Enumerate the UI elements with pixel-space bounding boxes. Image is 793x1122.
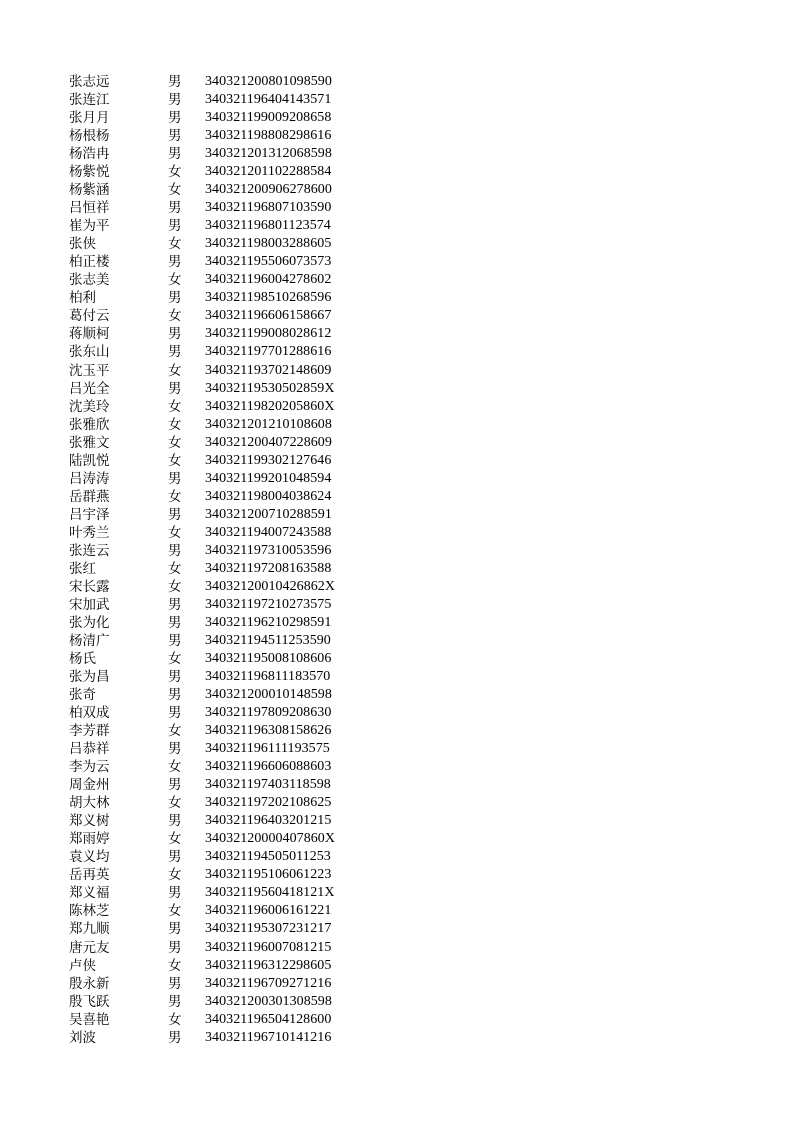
id-number-cell: 340321196606088603 [205, 759, 332, 775]
name-cell: 柏双成 [69, 705, 110, 722]
id-number-cell: 340321200710288591 [205, 506, 332, 522]
name-cell: 殷永新 [69, 975, 110, 992]
name-cell: 胡大林 [69, 795, 110, 812]
id-number-cell: 340321197310053596 [205, 542, 332, 558]
gender-cell: 男 [168, 777, 182, 794]
name-cell: 张志美 [69, 272, 110, 289]
id-number-cell: 34032119530502859X [205, 380, 335, 396]
name-cell: 张连江 [69, 92, 110, 109]
id-number-cell: 34032120000407860X [205, 831, 336, 847]
id-number-cell: 340321195506073573 [205, 254, 332, 270]
name-cell: 刘波 [69, 1029, 96, 1046]
name-cell: 陆凯悦 [69, 452, 110, 469]
gender-cell: 男 [168, 92, 182, 109]
gender-cell: 男 [168, 921, 182, 938]
id-number-cell: 340321194007243588 [205, 524, 332, 540]
name-cell: 宋长露 [69, 578, 110, 595]
gender-cell: 女 [168, 831, 182, 848]
gender-cell: 女 [168, 651, 182, 667]
id-number-cell: 340321194511253590 [205, 632, 331, 648]
name-cell: 张为昌 [69, 669, 110, 686]
id-number-cell: 340321196403201215 [205, 813, 332, 829]
name-cell: 吕宇泽 [69, 506, 110, 523]
id-number-cell: 340321201312068598 [205, 146, 332, 162]
gender-cell: 男 [168, 687, 182, 704]
id-number-cell: 340321197403118598 [205, 777, 331, 793]
gender-cell: 男 [168, 506, 182, 523]
name-cell: 张为化 [69, 614, 110, 631]
name-cell: 沈美玲 [69, 398, 110, 415]
gender-cell: 男 [168, 128, 182, 145]
name-cell: 殷飞跃 [69, 993, 110, 1010]
gender-cell: 男 [168, 218, 182, 235]
id-number-cell: 340321196807103590 [205, 200, 332, 216]
name-cell: 吕恒祥 [69, 200, 110, 217]
gender-cell: 女 [168, 416, 182, 433]
gender-cell: 女 [168, 308, 182, 325]
name-cell: 卢侠 [69, 957, 96, 974]
name-cell: 张侠 [69, 236, 96, 253]
id-number-cell: 340321199009208658 [205, 110, 332, 126]
gender-cell: 男 [168, 975, 182, 992]
id-number-cell: 340321196007081215 [205, 939, 332, 955]
name-cell: 张雅欣 [69, 416, 110, 433]
id-number-cell: 340321197208163588 [205, 560, 332, 576]
gender-cell: 男 [168, 326, 182, 343]
gender-cell: 男 [168, 470, 182, 487]
gender-cell: 女 [168, 795, 182, 812]
gender-cell: 男 [168, 705, 182, 722]
name-cell: 沈玉平 [69, 362, 110, 379]
id-number-cell: 340321200801098590 [205, 74, 332, 89]
id-number-cell: 340321197809208630 [205, 705, 332, 721]
id-number-cell: 340321193702148609 [205, 362, 332, 378]
name-cell: 柏正楼 [69, 254, 110, 271]
id-number-cell: 340321196710141216 [205, 1029, 332, 1045]
gender-cell: 男 [168, 669, 182, 686]
name-cell: 吕光全 [69, 380, 110, 397]
name-cell: 杨清广 [69, 632, 110, 649]
gender-cell: 女 [168, 1011, 182, 1028]
id-number-cell: 340321196606158667 [205, 308, 332, 324]
name-cell: 郑义福 [69, 885, 110, 902]
name-cell: 张奇 [69, 687, 96, 704]
gender-cell: 女 [168, 398, 182, 415]
gender-cell: 女 [168, 452, 182, 469]
id-number-cell: 340321199201048594 [205, 470, 332, 486]
gender-cell: 女 [168, 236, 182, 253]
id-number-cell: 340321196004278602 [205, 272, 332, 288]
gender-cell: 女 [168, 488, 182, 505]
gender-cell: 男 [168, 74, 182, 90]
id-number-cell: 340321196801123574 [205, 218, 331, 234]
gender-cell: 女 [168, 903, 182, 920]
id-number-cell: 340321196404143571 [205, 92, 332, 108]
id-number-cell: 340321195008108606 [205, 651, 332, 666]
gender-cell: 女 [168, 957, 182, 974]
id-number-cell: 340321196210298591 [205, 614, 332, 630]
id-number-cell: 340321196006161221 [205, 903, 332, 919]
gender-cell: 男 [168, 344, 182, 361]
name-cell: 杨根杨 [69, 128, 110, 145]
id-number-cell: 340321201210108608 [205, 416, 332, 432]
gender-cell: 女 [168, 524, 182, 541]
name-cell: 吴喜艳 [69, 1011, 110, 1028]
gender-cell: 男 [168, 200, 182, 217]
gender-cell: 男 [168, 813, 182, 830]
gender-cell: 男 [168, 939, 182, 956]
name-cell: 杨氏 [69, 651, 96, 667]
id-number-cell: 340321200301308598 [205, 993, 332, 1009]
id-number-cell: 340321196504128600 [205, 1011, 332, 1027]
name-cell: 张红 [69, 560, 96, 577]
name-cell: 张东山 [69, 344, 110, 361]
id-number-cell: 340321198808298616 [205, 128, 332, 144]
id-number-cell: 34032119560418121X [205, 885, 335, 901]
id-number-cell: 340321196709271216 [205, 975, 332, 991]
name-cell: 陈林芝 [69, 903, 110, 920]
gender-cell: 女 [168, 759, 182, 776]
id-number-cell: 340321196308158626 [205, 723, 332, 739]
name-cell: 郑义树 [69, 813, 110, 830]
name-cell: 柏利 [69, 290, 96, 307]
name-cell: 岳群燕 [69, 488, 110, 505]
id-number-cell: 34032120010426862X [205, 578, 336, 594]
name-cell: 张连云 [69, 542, 110, 559]
gender-cell: 女 [168, 182, 182, 199]
gender-cell: 女 [168, 434, 182, 451]
name-cell: 郑九顺 [69, 921, 110, 938]
gender-cell: 男 [168, 885, 182, 902]
name-cell: 杨浩冉 [69, 146, 110, 163]
name-cell: 宋加武 [69, 596, 110, 613]
gender-cell: 男 [168, 290, 182, 307]
gender-cell: 男 [168, 110, 182, 127]
id-number-cell: 340321199302127646 [205, 452, 332, 468]
name-cell: 蒋顺柯 [69, 326, 110, 343]
gender-cell: 男 [168, 1029, 182, 1046]
gender-cell: 男 [168, 146, 182, 163]
gender-cell: 男 [168, 254, 182, 271]
name-cell: 杨紫涵 [69, 182, 110, 199]
id-number-cell: 340321198004038624 [205, 488, 332, 504]
id-number-cell: 340321196111193575 [205, 741, 330, 757]
id-number-cell: 340321195307231217 [205, 921, 332, 937]
id-number-cell: 340321200407228609 [205, 434, 332, 450]
gender-cell: 女 [168, 867, 182, 884]
id-number-cell: 340321198510268596 [205, 290, 332, 306]
gender-cell: 男 [168, 632, 182, 649]
gender-cell: 女 [168, 362, 182, 379]
name-cell: 唐元友 [69, 939, 110, 956]
id-number-cell: 340321200010148598 [205, 687, 332, 703]
id-number-cell: 340321197701288616 [205, 344, 332, 360]
gender-cell: 男 [168, 380, 182, 397]
gender-cell: 女 [168, 560, 182, 577]
id-number-cell: 34032119820205860X [205, 398, 335, 414]
gender-cell: 女 [168, 272, 182, 289]
gender-cell: 女 [168, 578, 182, 595]
name-cell: 杨紫悦 [69, 164, 110, 181]
id-number-cell: 340321201102288584 [205, 164, 332, 180]
id-number-cell: 340321200906278600 [205, 182, 332, 198]
name-cell: 李为云 [69, 759, 110, 776]
name-cell: 葛付云 [69, 308, 110, 325]
gender-cell: 男 [168, 849, 182, 866]
id-number-cell: 340321196811183570 [205, 669, 331, 685]
gender-cell: 男 [168, 741, 182, 758]
name-cell: 张志远 [69, 74, 110, 90]
id-number-cell: 340321197202108625 [205, 795, 332, 811]
id-number-cell: 340321199008028612 [205, 326, 332, 342]
id-number-cell: 340321195106061223 [205, 867, 332, 883]
name-cell: 袁义均 [69, 849, 110, 866]
gender-cell: 男 [168, 614, 182, 631]
gender-cell: 女 [168, 164, 182, 181]
gender-cell: 女 [168, 723, 182, 740]
id-number-cell: 340321196312298605 [205, 957, 332, 973]
name-cell: 张雅文 [69, 434, 110, 451]
name-cell: 张月月 [69, 110, 110, 127]
name-cell: 岳再英 [69, 867, 110, 884]
name-cell: 郑雨婷 [69, 831, 110, 848]
name-cell: 吕涛涛 [69, 470, 110, 487]
name-cell: 叶秀兰 [69, 524, 110, 541]
id-number-cell: 340321197210273575 [205, 596, 332, 612]
gender-cell: 男 [168, 542, 182, 559]
id-number-cell: 340321198003288605 [205, 236, 332, 252]
name-cell: 吕恭祥 [69, 741, 110, 758]
gender-cell: 男 [168, 596, 182, 613]
name-cell: 周金州 [69, 777, 110, 794]
name-cell: 崔为平 [69, 218, 110, 235]
id-number-cell: 340321194505011253 [205, 849, 331, 865]
gender-cell: 男 [168, 993, 182, 1010]
name-cell: 李芳群 [69, 723, 110, 740]
